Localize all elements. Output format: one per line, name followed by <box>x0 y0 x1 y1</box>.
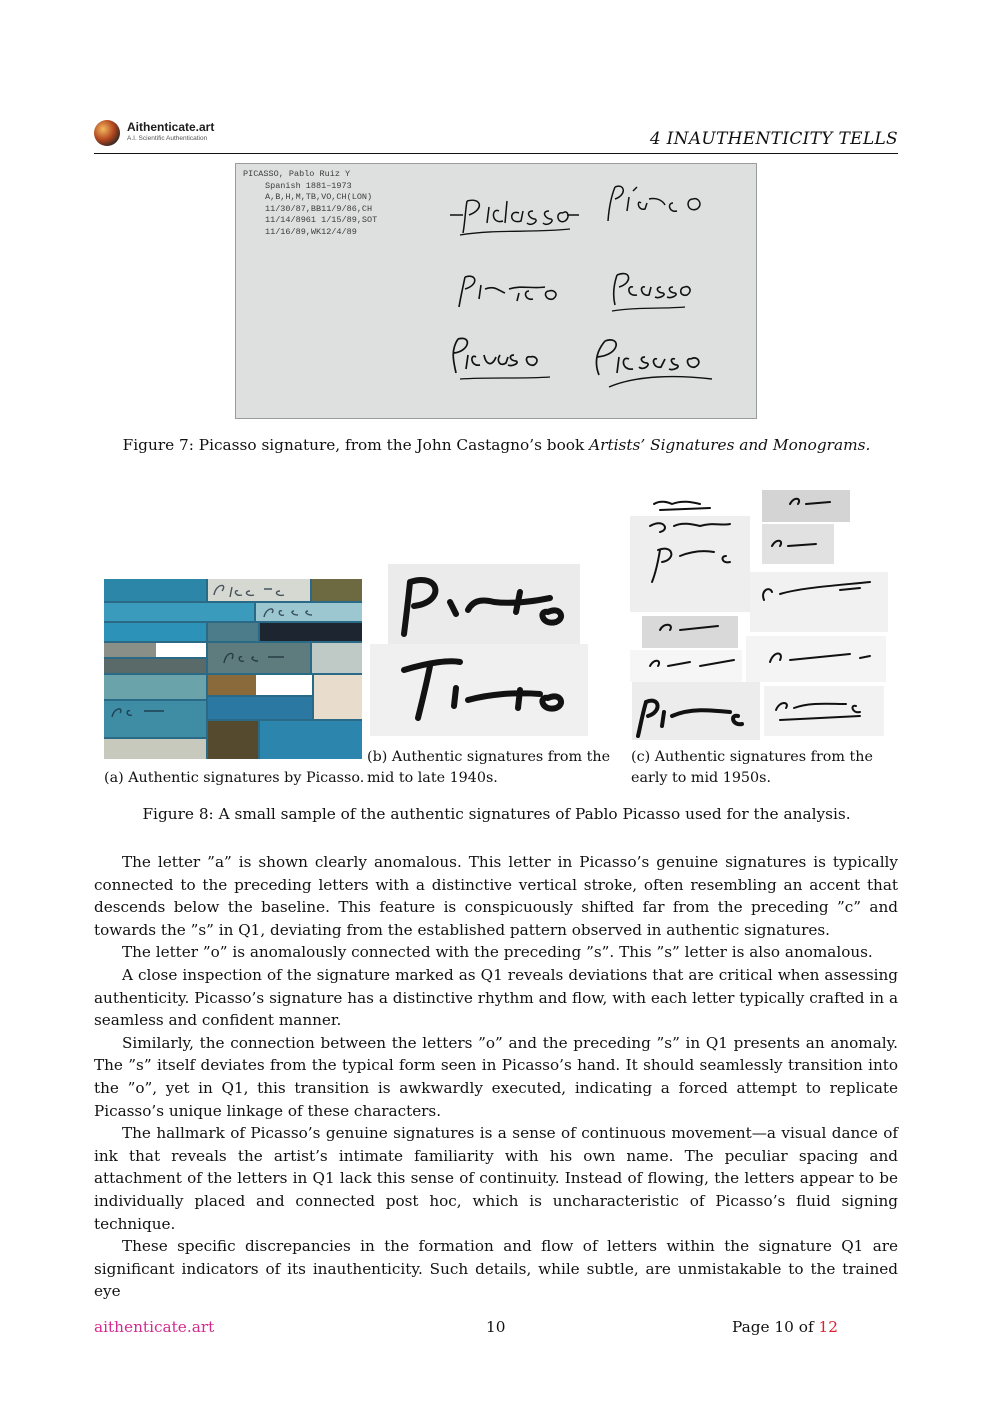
card-line: Spanish 1881–1973 <box>265 180 352 191</box>
signature-scan <box>762 490 850 522</box>
card-line: PICASSO, Pablo Ruiz Y <box>243 169 351 179</box>
logo-icon <box>94 120 120 146</box>
signature-drawing <box>455 271 565 311</box>
signature-scan <box>630 650 742 682</box>
signature-drawing <box>607 267 697 317</box>
logo-subtitle: A.I. Scientific Authentication <box>127 135 208 142</box>
paragraph: These specific discrepancies in the formation and flow of letters within the signature Q1 are significant indicators of its inauthenticity. Such details, while subtle, are unmistakable to the trained eye <box>94 1237 898 1301</box>
card-line: 11/30/87,BB11/9/86,CH <box>265 203 373 214</box>
figure-8a-mosaic <box>104 579 362 759</box>
figure-8-caption: Figure 8: A small sample of the authentic signatures of Pablo Picasso used for the analysis. <box>142 805 851 823</box>
figure-7-caption-text: Figure 7: Picasso signature, from the John Castagno’s book <box>122 436 590 454</box>
paragraph: The hallmark of Picasso’s genuine signatures is a sense of continuous movement—a visual dance of ink that reveals the artist’s intimate familiarity with his own name. The peculiar spacing and attachment of the letters in Q1 lack this sense of continuity. Instead of flowing, the letters appear to be individually placed and connected post hoc, which is uncharacteristic of Picasso’s fluid signing technique. <box>94 1124 898 1233</box>
subfigure-c-caption-line-2: early to mid 1950s. <box>631 770 772 786</box>
figure-7-caption <box>0 436 993 454</box>
book-title: Artists’ Signatures and Monograms. <box>589 436 871 454</box>
card-line: A,B,H,M,TB,VO,CH(LON) <box>265 192 373 202</box>
card-line: 11/16/89,WK12/4/89 <box>265 226 357 237</box>
paragraph: The letter ”a” is shown clearly anomalous. This letter in Picasso’s genuine signatures is typically connected to the preceding letters with a distinctive vertical stroke, often resembling an accent that descends below the baseline. This feature is conspicuously shifted far from the preceding ”c” and towards the ”s” in Q1, deviating from the established pattern observed in authentic signatures. <box>94 853 898 939</box>
logo-title: Aithenticate.art <box>127 120 215 134</box>
signature-scan <box>750 572 888 632</box>
footer-page-count <box>732 1318 838 1336</box>
subfigure-c-caption-line-1: (c) Authentic signatures from the <box>631 749 873 765</box>
signature-drawing <box>445 193 580 238</box>
subfigure-b-caption-line-2: mid to late 1940s. <box>367 770 498 786</box>
index-card-text <box>243 169 377 238</box>
header-rule <box>94 153 898 154</box>
figure-8b-signatures <box>370 562 626 738</box>
page-of-text: Page 10 of <box>732 1318 819 1336</box>
total-pages-link[interactable]: 12 <box>818 1318 838 1336</box>
figure-8c-signatures <box>630 490 892 742</box>
signature-drawing <box>587 335 727 395</box>
paragraph: A close inspection of the signature marked as Q1 reveals deviations that are critical when assessing authenticity. Picasso’s signature has a distinctive rhythm and flow, with each letter typically crafted in a seamless and confident manner. <box>94 965 898 1030</box>
signature-scan <box>370 644 588 736</box>
card-line: 11/14/8961 1/15/89,SOT <box>265 215 378 225</box>
paragraph: Similarly, the connection between the letters ”o” and the preceding ”s” in Q1 presents an anomaly. The ”s” itself deviates from the typical form seen in Picasso’s hand. It should seamlessly transition into the ”o”, yet in Q1, this transition is awkwardly executed, indicating a forced attempt to replicate Picasso’s unique linkage of these characters. <box>94 1033 898 1120</box>
signature-scan <box>764 686 884 736</box>
running-section-title: 4 INAUTHENTICITY TELLS <box>649 129 898 149</box>
aithenticate-logo <box>94 120 234 150</box>
paragraph: The letter ”o” is anomalously connected with the preceding ”s”. This ”s” letter is also anomalous. <box>122 943 873 962</box>
signature-drawing <box>603 181 713 226</box>
figure-7-image <box>235 163 757 419</box>
footer-page-number: 10 <box>486 1318 506 1336</box>
signature-drawing <box>440 333 555 388</box>
signature-scan <box>746 636 886 682</box>
footer-site-link[interactable]: aithenticate.art <box>94 1318 215 1336</box>
subfigure-b-caption-line-1: (b) Authentic signatures from the <box>367 749 611 765</box>
subfigure-a-caption: (a) Authentic signatures by Picasso. <box>104 770 365 786</box>
mosaic-signature-strokes <box>104 579 362 759</box>
signature-scan <box>630 516 750 612</box>
signature-scan <box>642 616 738 648</box>
body-text <box>94 851 898 1303</box>
